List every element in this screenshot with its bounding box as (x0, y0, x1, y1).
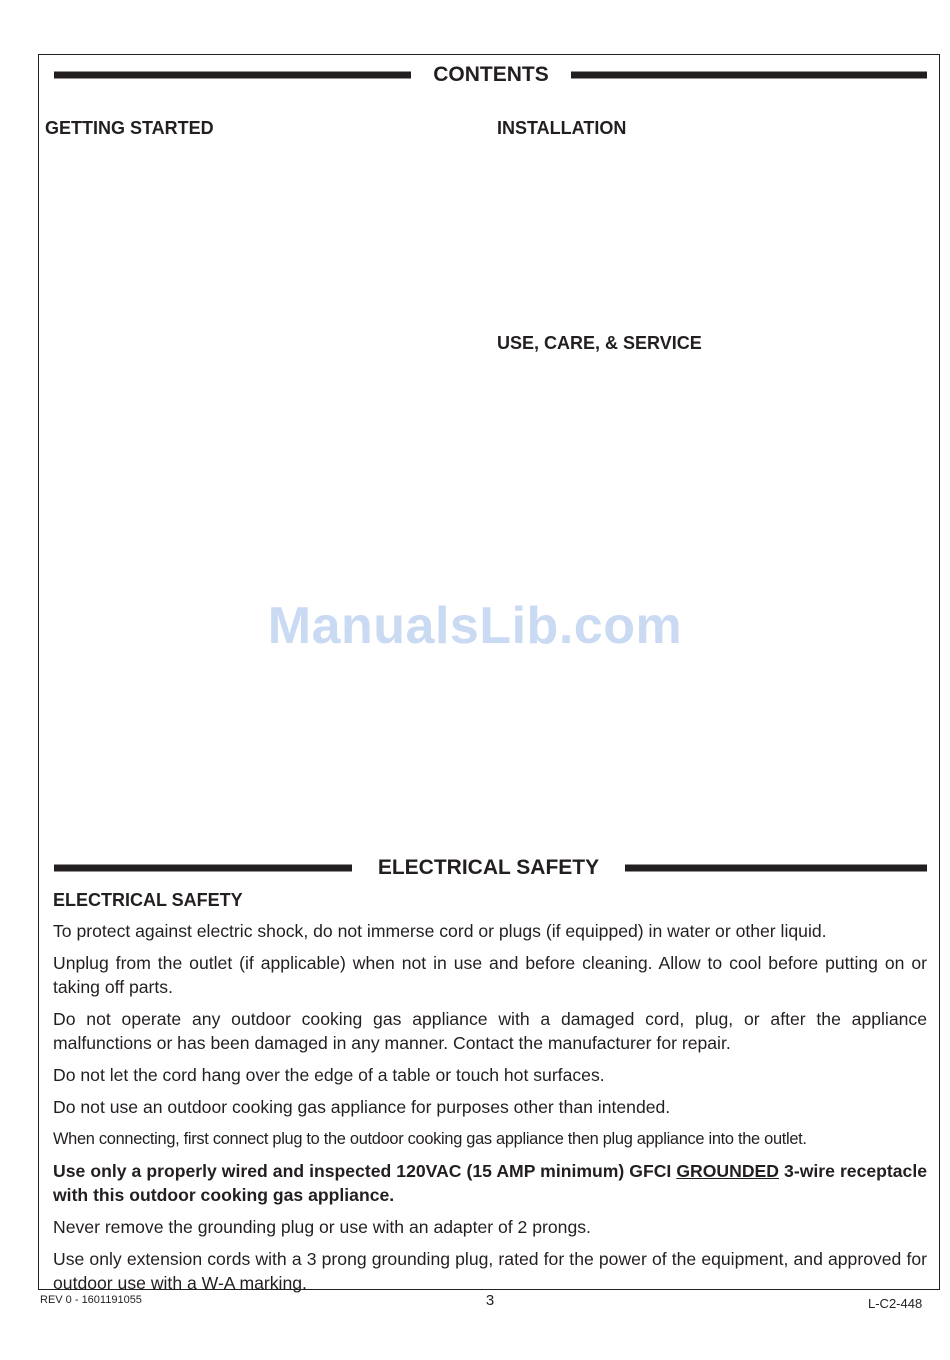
safety-paragraph: Never remove the grounding plug or use with an adapter of 2 prongs. (53, 1217, 591, 1237)
watermark: ManualsLib.com (267, 597, 683, 655)
header-rule-right (571, 72, 927, 79)
electrical-safety-subheading: ELECTRICAL SAFETY (53, 890, 243, 910)
safety-paragraph: To protect against electric shock, do not immerse cord or plugs (if equipped) in water or other liquid. (53, 921, 827, 941)
header-rule-left (54, 865, 352, 872)
electrical-safety-header (54, 856, 927, 880)
footer-revision: REV 0 - 1601191055 (40, 1294, 142, 1306)
grounded-emphasis: GROUNDED (676, 1161, 779, 1181)
safety-warning-paragraph (53, 1159, 927, 1207)
electrical-safety-title: ELECTRICAL SAFETY (352, 856, 625, 880)
footer-doc-code: L-C2-448 (868, 1296, 923, 1311)
warning-text: Use only a properly wired and inspected 120VAC (15 AMP minimum) GFCI (53, 1161, 677, 1181)
header-rule-right (625, 865, 927, 872)
toc-getting-started: GETTING STARTED (45, 118, 214, 138)
safety-paragraph: When connecting, first connect plug to the outdoor cooking gas appliance then plug appliance into the outlet. (53, 1130, 807, 1148)
safety-paragraph: Do not operate any outdoor cooking gas appliance with a damaged cord, plug, or after the appliance malfunctions or has been damaged in any manner. Contact the manufacturer for repair. (53, 1009, 927, 1053)
footer-page-number: 3 (485, 1292, 495, 1309)
header-rule-left (54, 72, 411, 79)
toc-installation: INSTALLATION (497, 118, 627, 138)
safety-paragraph: Unplug from the outlet (if applicable) when not in use and before cleaning. Allow to cool before putting on or taking off parts. (53, 953, 927, 997)
safety-paragraph: Use only extension cords with a 3 prong grounding plug, rated for the power of the equipment, and approved for outdoor use with a W-A marking. (53, 1249, 927, 1293)
safety-paragraph: Do not let the cord hang over the edge of a table or touch hot surfaces. (53, 1065, 605, 1085)
contents-title: CONTENTS (411, 63, 571, 87)
contents-header (54, 63, 927, 87)
toc-use-care-service: USE, CARE, & SERVICE (497, 333, 702, 353)
warning-text: 3-wire receptacle with this outdoor cooking gas appliance. (53, 1161, 927, 1205)
electrical-safety-body (53, 889, 927, 1303)
safety-paragraph: Do not use an outdoor cooking gas appliance for purposes other than intended. (53, 1097, 671, 1117)
